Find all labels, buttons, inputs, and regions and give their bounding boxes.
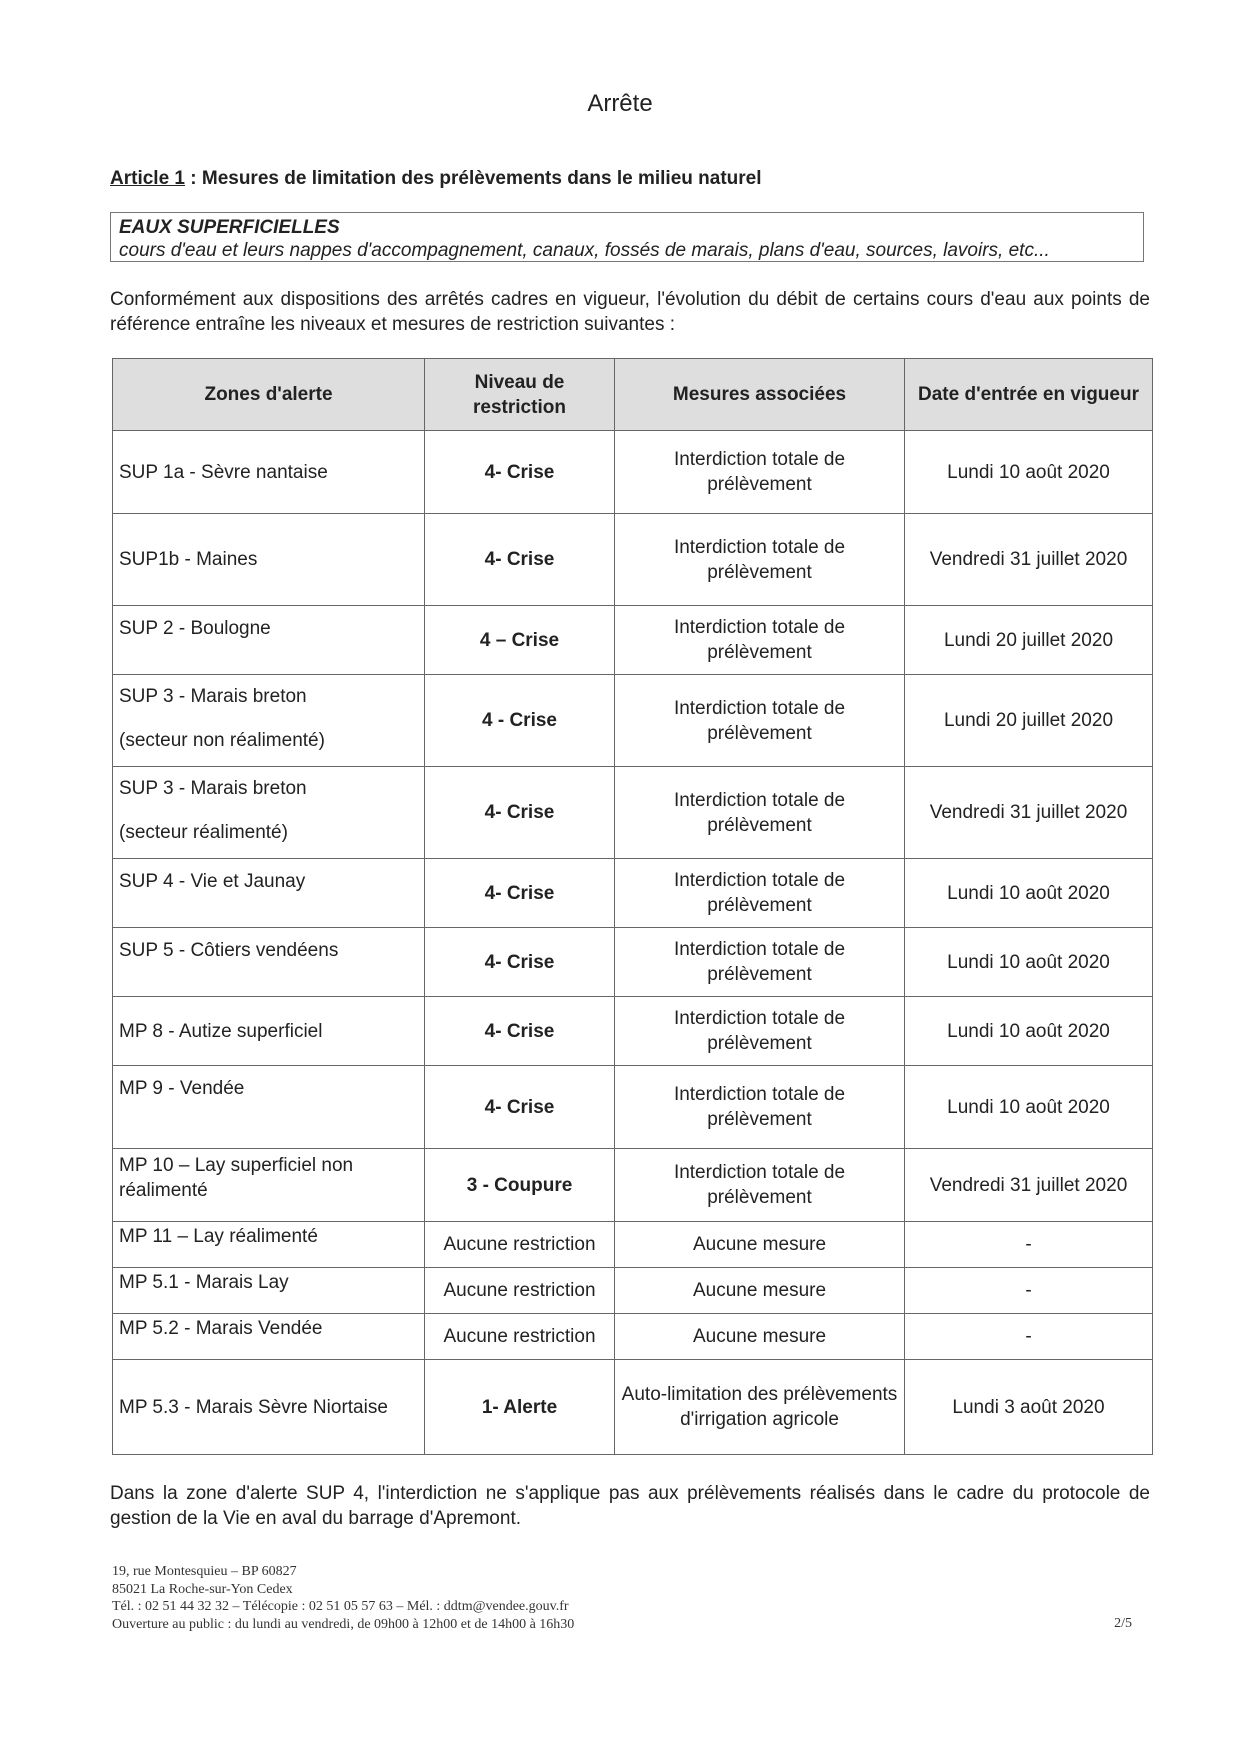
level-cell: 4- Crise bbox=[425, 767, 615, 859]
table-row bbox=[113, 675, 1153, 767]
eaux-box-title: EAUX SUPERFICIELLES bbox=[119, 217, 340, 238]
date-cell: Lundi 10 août 2020 bbox=[905, 859, 1153, 928]
article-number: Article 1 bbox=[110, 168, 185, 189]
date-cell: Lundi 10 août 2020 bbox=[905, 431, 1153, 514]
zone-cell: SUP 1a - Sèvre nantaise bbox=[113, 431, 425, 514]
zone-cell: MP 8 - Autize superficiel bbox=[113, 997, 425, 1066]
measure-cell: Interdiction totale de prélèvement bbox=[615, 859, 905, 928]
date-cell: Lundi 3 août 2020 bbox=[905, 1360, 1153, 1455]
page-number: 2/5 bbox=[1114, 1616, 1132, 1631]
footer-city: 85021 La Roche-sur-Yon Cedex bbox=[112, 1581, 293, 1597]
measure-cell: Interdiction totale de prélèvement bbox=[615, 997, 905, 1066]
date-cell: Lundi 10 août 2020 bbox=[905, 1066, 1153, 1149]
intro-paragraph: Conformément aux dispositions des arrêtés cadres en vigueur, l'évolution du débit de certains cours d'eau aux points de référence entraîne les niveaux et mesures de restriction suivantes : bbox=[110, 289, 1150, 335]
table-row bbox=[113, 1066, 1153, 1149]
date-cell: Lundi 10 août 2020 bbox=[905, 928, 1153, 997]
table-row bbox=[113, 514, 1153, 606]
article-title: : Mesures de limitation des prélèvements dans le milieu naturel bbox=[184, 168, 762, 189]
measure-cell: Interdiction totale de prélèvement bbox=[615, 514, 905, 606]
zone-cell: MP 5.3 - Marais Sèvre Niortaise bbox=[113, 1360, 425, 1455]
zone-cell: SUP 5 - Côtiers vendéens bbox=[113, 928, 425, 997]
date-cell: Lundi 20 juillet 2020 bbox=[905, 675, 1153, 767]
date-cell: - bbox=[905, 1222, 1153, 1268]
table-row bbox=[113, 431, 1153, 514]
level-cell: 4- Crise bbox=[425, 514, 615, 606]
zone-cell: MP 5.2 - Marais Vendée bbox=[113, 1314, 425, 1360]
eaux-box-subtitle: cours d'eau et leurs nappes d'accompagnement, canaux, fossés de marais, plans d'eau, sources, lavoirs, etc... bbox=[119, 240, 1050, 261]
table-row bbox=[113, 859, 1153, 928]
measure-cell: Interdiction totale de prélèvement bbox=[615, 675, 905, 767]
level-cell: 4- Crise bbox=[425, 997, 615, 1066]
table-row bbox=[113, 1268, 1153, 1314]
measure-cell: Aucune mesure bbox=[615, 1314, 905, 1360]
zone-cell: SUP 4 - Vie et Jaunay bbox=[113, 859, 425, 928]
zone-sector: (secteur réalimenté) bbox=[119, 822, 288, 843]
measure-cell: Aucune mesure bbox=[615, 1222, 905, 1268]
level-cell: Aucune restriction bbox=[425, 1222, 615, 1268]
measure-cell: Aucune mesure bbox=[615, 1268, 905, 1314]
measure-cell: Interdiction totale de prélèvement bbox=[615, 606, 905, 675]
header-zones: Zones d'alerte bbox=[113, 359, 425, 431]
level-cell: 4 – Crise bbox=[425, 606, 615, 675]
level-cell: 4 - Crise bbox=[425, 675, 615, 767]
date-cell: Lundi 10 août 2020 bbox=[905, 997, 1153, 1066]
zone-cell bbox=[113, 767, 425, 859]
table-row bbox=[113, 928, 1153, 997]
level-cell: Aucune restriction bbox=[425, 1314, 615, 1360]
footer-address: 19, rue Montesquieu – BP 60827 bbox=[112, 1564, 297, 1579]
zone-cell: MP 9 - Vendée bbox=[113, 1066, 425, 1149]
header-niveau: Niveau de restriction bbox=[425, 359, 615, 431]
zone-sector: (secteur non réalimenté) bbox=[119, 730, 325, 751]
measure-cell: Interdiction totale de prélèvement bbox=[615, 1149, 905, 1222]
zone-cell bbox=[113, 675, 425, 767]
table-row bbox=[113, 1360, 1153, 1455]
eaux-superficielles-box bbox=[110, 212, 1144, 262]
header-date: Date d'entrée en vigueur bbox=[905, 359, 1153, 431]
header-mesures: Mesures associées bbox=[615, 359, 905, 431]
footer-contact: Tél. : 02 51 44 32 32 – Télécopie : 02 51 05 57 63 – Mél. : ddtm@vendee.gouv.fr bbox=[112, 1599, 569, 1614]
measure-cell: Interdiction totale de prélèvement bbox=[615, 1066, 905, 1149]
level-cell: 4- Crise bbox=[425, 431, 615, 514]
page-title: Arrête bbox=[587, 90, 653, 117]
table-row bbox=[113, 997, 1153, 1066]
zone-cell: MP 10 – Lay superficiel non réalimenté bbox=[113, 1149, 425, 1222]
measure-cell: Interdiction totale de prélèvement bbox=[615, 767, 905, 859]
measure-cell: Auto-limitation des prélèvements d'irrigation agricole bbox=[615, 1360, 905, 1455]
table-row bbox=[113, 767, 1153, 859]
level-cell: 4- Crise bbox=[425, 1066, 615, 1149]
footer-hours: Ouverture au public : du lundi au vendredi, de 09h00 à 12h00 et de 14h00 à 16h30 bbox=[112, 1616, 575, 1632]
measure-cell: Interdiction totale de prélèvement bbox=[615, 431, 905, 514]
table-row bbox=[113, 1222, 1153, 1268]
table-row bbox=[113, 1314, 1153, 1360]
zone-name: SUP 3 - Marais breton bbox=[119, 778, 307, 799]
measure-cell: Interdiction totale de prélèvement bbox=[615, 928, 905, 997]
zone-cell: MP 5.1 - Marais Lay bbox=[113, 1268, 425, 1314]
footer bbox=[112, 1563, 1132, 1633]
note-paragraph: Dans la zone d'alerte SUP 4, l'interdiction ne s'applique pas aux prélèvements réalisés dans le cadre du protocole de gestion de la Vie en aval du barrage d'Apremont. bbox=[110, 1483, 1150, 1529]
date-cell: - bbox=[905, 1268, 1153, 1314]
article-heading bbox=[110, 168, 762, 190]
zone-cell: SUP1b - Maines bbox=[113, 514, 425, 606]
date-cell: Lundi 20 juillet 2020 bbox=[905, 606, 1153, 675]
table-row bbox=[113, 1149, 1153, 1222]
table-header-row bbox=[113, 359, 1153, 431]
date-cell: Vendredi 31 juillet 2020 bbox=[905, 767, 1153, 859]
zone-name: SUP 3 - Marais breton bbox=[119, 686, 307, 707]
zone-cell: MP 11 – Lay réalimenté bbox=[113, 1222, 425, 1268]
date-cell: - bbox=[905, 1314, 1153, 1360]
level-cell: Aucune restriction bbox=[425, 1268, 615, 1314]
date-cell: Vendredi 31 juillet 2020 bbox=[905, 1149, 1153, 1222]
restrictions-table bbox=[112, 358, 1153, 1455]
level-cell: 4- Crise bbox=[425, 859, 615, 928]
level-cell: 3 - Coupure bbox=[425, 1149, 615, 1222]
table-row bbox=[113, 606, 1153, 675]
level-cell: 4- Crise bbox=[425, 928, 615, 997]
level-cell: 1- Alerte bbox=[425, 1360, 615, 1455]
zone-cell: SUP 2 - Boulogne bbox=[113, 606, 425, 675]
date-cell: Vendredi 31 juillet 2020 bbox=[905, 514, 1153, 606]
